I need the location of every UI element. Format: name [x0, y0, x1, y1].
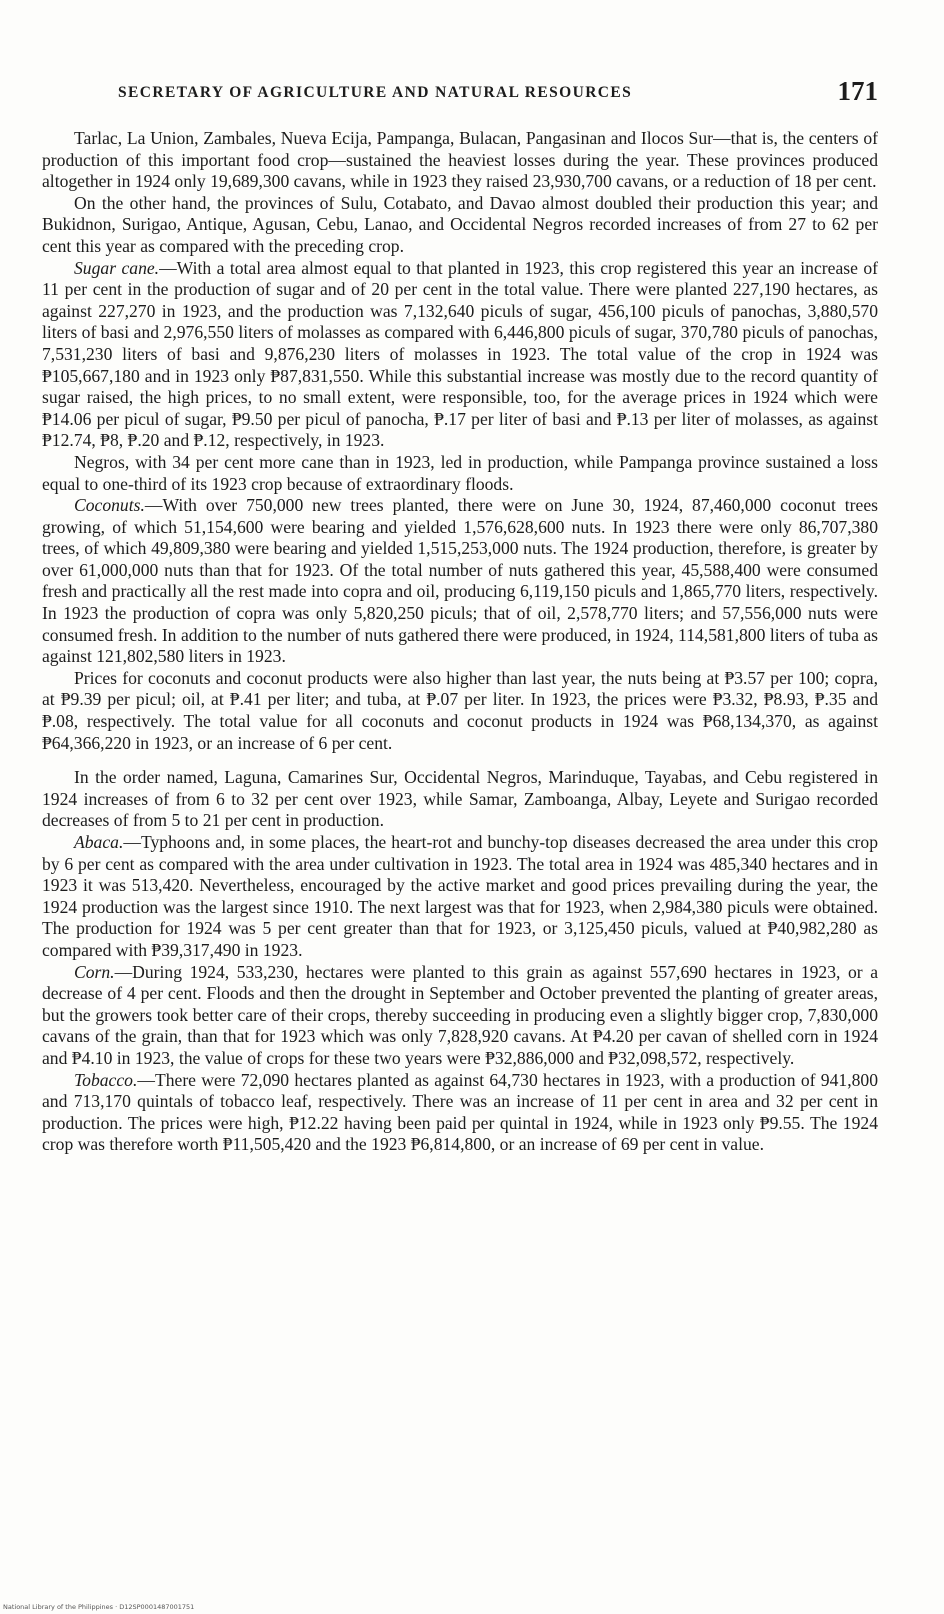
- running-head: SECRETARY OF AGRICULTURE AND NATURAL RESOURCES: [118, 84, 633, 101]
- paragraph-lead: Sugar cane.: [74, 257, 160, 278]
- paragraph-text: In the order named, Laguna, Camarines Sur, Occidental Negros, Marinduque, Tayabas, and Cebu registered in 1924 increases of from 6 to 32 per cent over 1923, while Samar, Zamboanga, Albay, Leyete and Surigao recorded decreases of from 5 to 21 per cent in production.: [42, 767, 878, 831]
- page-header: [118, 74, 878, 114]
- paragraph-lead: Tobacco.: [74, 1069, 138, 1090]
- paragraph: [42, 495, 878, 668]
- paragraph: [42, 832, 878, 962]
- paragraph: [42, 128, 878, 193]
- paragraph-text: —With over 750,000 new trees planted, there were on June 30, 1924, 87,460,000 coconut trees growing, of which 51,154,600 were bearing and yielded 1,576,628,600 nuts. In 1923 there were only 86,707,380 trees, of which 49,809,380 were bearing and yielded 1,515,253,000 nuts. The 1924 production, therefore, is greater by over 61,000,000 nuts than that for 1923. Of the total number of nuts gathered this year, 45,588,400 were consumed fresh and practically all the rest made into copra and oil, producing 6,119,150 piculs and 1,865,770 liters, respectively. In 1923 the production of copra was only 5,820,250 piculs; that of oil, 2,578,770 liters; and 57,556,000 nuts were consumed fresh. In addition to the number of nuts gathered there were produced, in 1924, 114,581,800 liters of tuba as against 121,802,580 liters in 1923.: [42, 495, 878, 667]
- paragraph-text: —With a total area almost equal to that planted in 1923, this crop registered this year an increase of 11 per cent in the production of sugar and of 20 per cent in the total value. There were planted 227,190 hectares, as against 227,270 in 1923, and the production was 7,132,640 piculs of sugar, 456,100 piculs of panochas, 3,880,570 liters of basi and 2,976,550 liters of molasses as compared with 6,446,800 piculs of sugar, 370,780 piculs of panochas, 7,531,230 liters of basi and 9,876,230 liters of molasses in 1923. The total value of the crop in 1924 was ₱105,667,180 and in 1923 only ₱87,831,550. While this substantial increase was mostly due to the record quantity of sugar raised, the high prices, to no small extent, were responsible, too, for the average prices in 1924 which were ₱14.06 per picul of sugar, ₱9.50 per picul of panocha, ₱.17 per liter of basi and ₱.13 per liter of molasses, as against ₱12.74, ₱8, ₱.20 and ₱.12, respectively, in 1923.: [42, 257, 878, 451]
- body-text: [42, 128, 878, 1156]
- paragraph-text: Prices for coconuts and coconut products were also higher than last year, the nuts being at ₱3.57 per 100; copra, at ₱9.39 per picul; oil, at ₱.41 per liter; and tuba, at ₱.07 per liter. In 1923, the prices were ₱3.32, ₱8.93, ₱.35 and ₱.08, respectively. The total value for all coconuts and coconut products in 1924 was ₱68,134,370, as against ₱64,366,220 in 1923, or an increase of 6 per cent.: [42, 667, 878, 753]
- paragraph: [42, 668, 878, 754]
- paragraph: [42, 193, 878, 258]
- paragraph-text: —There were 72,090 hectares planted as against 64,730 hectares in 1923, with a production of 941,800 and 713,170 quintals of tobacco leaf, respectively. There was an increase of 11 per cent in area and 32 per cent in production. The prices were high, ₱12.22 having been paid per quintal in 1924, while in 1923 only ₱9.55. The 1924 crop was therefore worth ₱11,505,420 and the 1923 ₱6,814,800, or an increase of 69 per cent in value.: [42, 1069, 878, 1155]
- paragraph-text: —Typhoons and, in some places, the heart-rot and bunchy-top diseases decreased the area under this crop by 6 per cent as compared with the area under cultivation in 1923. The total area in 1924 was 485,340 hectares and in 1923 it was 513,420. Nevertheless, encouraged by the active market and good prices prevailing during the year, the 1924 production was the largest since 1910. The next largest was that for 1923, when 2,984,380 piculs were obtained. The production for 1924 was 5 per cent greater than that for 1923, or 3,125,450 piculs, valued at ₱40,982,280 as compared with ₱39,317,490 in 1923.: [42, 832, 878, 960]
- paragraph-lead: Coconuts.: [74, 495, 145, 516]
- paragraph-text: Tarlac, La Union, Zambales, Nueva Ecija, Pampanga, Bulacan, Pangasinan and Ilocos Sur—that is, the centers of production of this important food crop—sustained the heaviest losses during the year. These provinces produced altogether in 1924 only 19,689,300 cavans, while in 1923 they raised 23,930,700 cavans, or a reduction of 18 per cent.: [42, 128, 878, 192]
- paragraph: [42, 1070, 878, 1156]
- paragraph-text: On the other hand, the provinces of Sulu, Cotabato, and Davao almost doubled their production this year; and Bukidnon, Surigao, Antique, Agusan, Cebu, Lanao, and Occidental Negros recorded increases of from 27 to 62 per cent this year as compared with the preceding crop.: [42, 192, 878, 256]
- scan-footer: National Library of the Philippines · D12SP0001487001751: [3, 1603, 195, 1611]
- paragraph: [42, 452, 878, 495]
- paragraph: [42, 962, 878, 1070]
- paragraph: [42, 258, 878, 452]
- paragraph-lead: Abaca.: [74, 832, 124, 852]
- paragraph-text: Negros, with 34 per cent more cane than in 1923, led in production, while Pampanga province sustained a loss equal to one-third of its 1923 crop because of extraordinary floods.: [42, 451, 878, 494]
- paragraph-lead: Corn.: [74, 961, 115, 982]
- paragraph: [42, 767, 878, 832]
- page-number: 171: [837, 76, 878, 106]
- paragraph-text: —During 1924, 533,230, hectares were planted to this grain as against 557,690 hectares in 1923, or a decrease of 4 per cent. Floods and then the drought in September and October prevented the planting of greater areas, but the growers took better care of their crops, thereby succeeding in producing even a slightly bigger crop, 7,830,000 cavans of the grain, than that for 1923 which was only 7,828,920 cavans. At ₱4.20 per cavan of shelled corn in 1924 and ₱4.10 in 1923, the value of crops for these two years were ₱32,886,000 and ₱32,098,572, respectively.: [42, 961, 878, 1068]
